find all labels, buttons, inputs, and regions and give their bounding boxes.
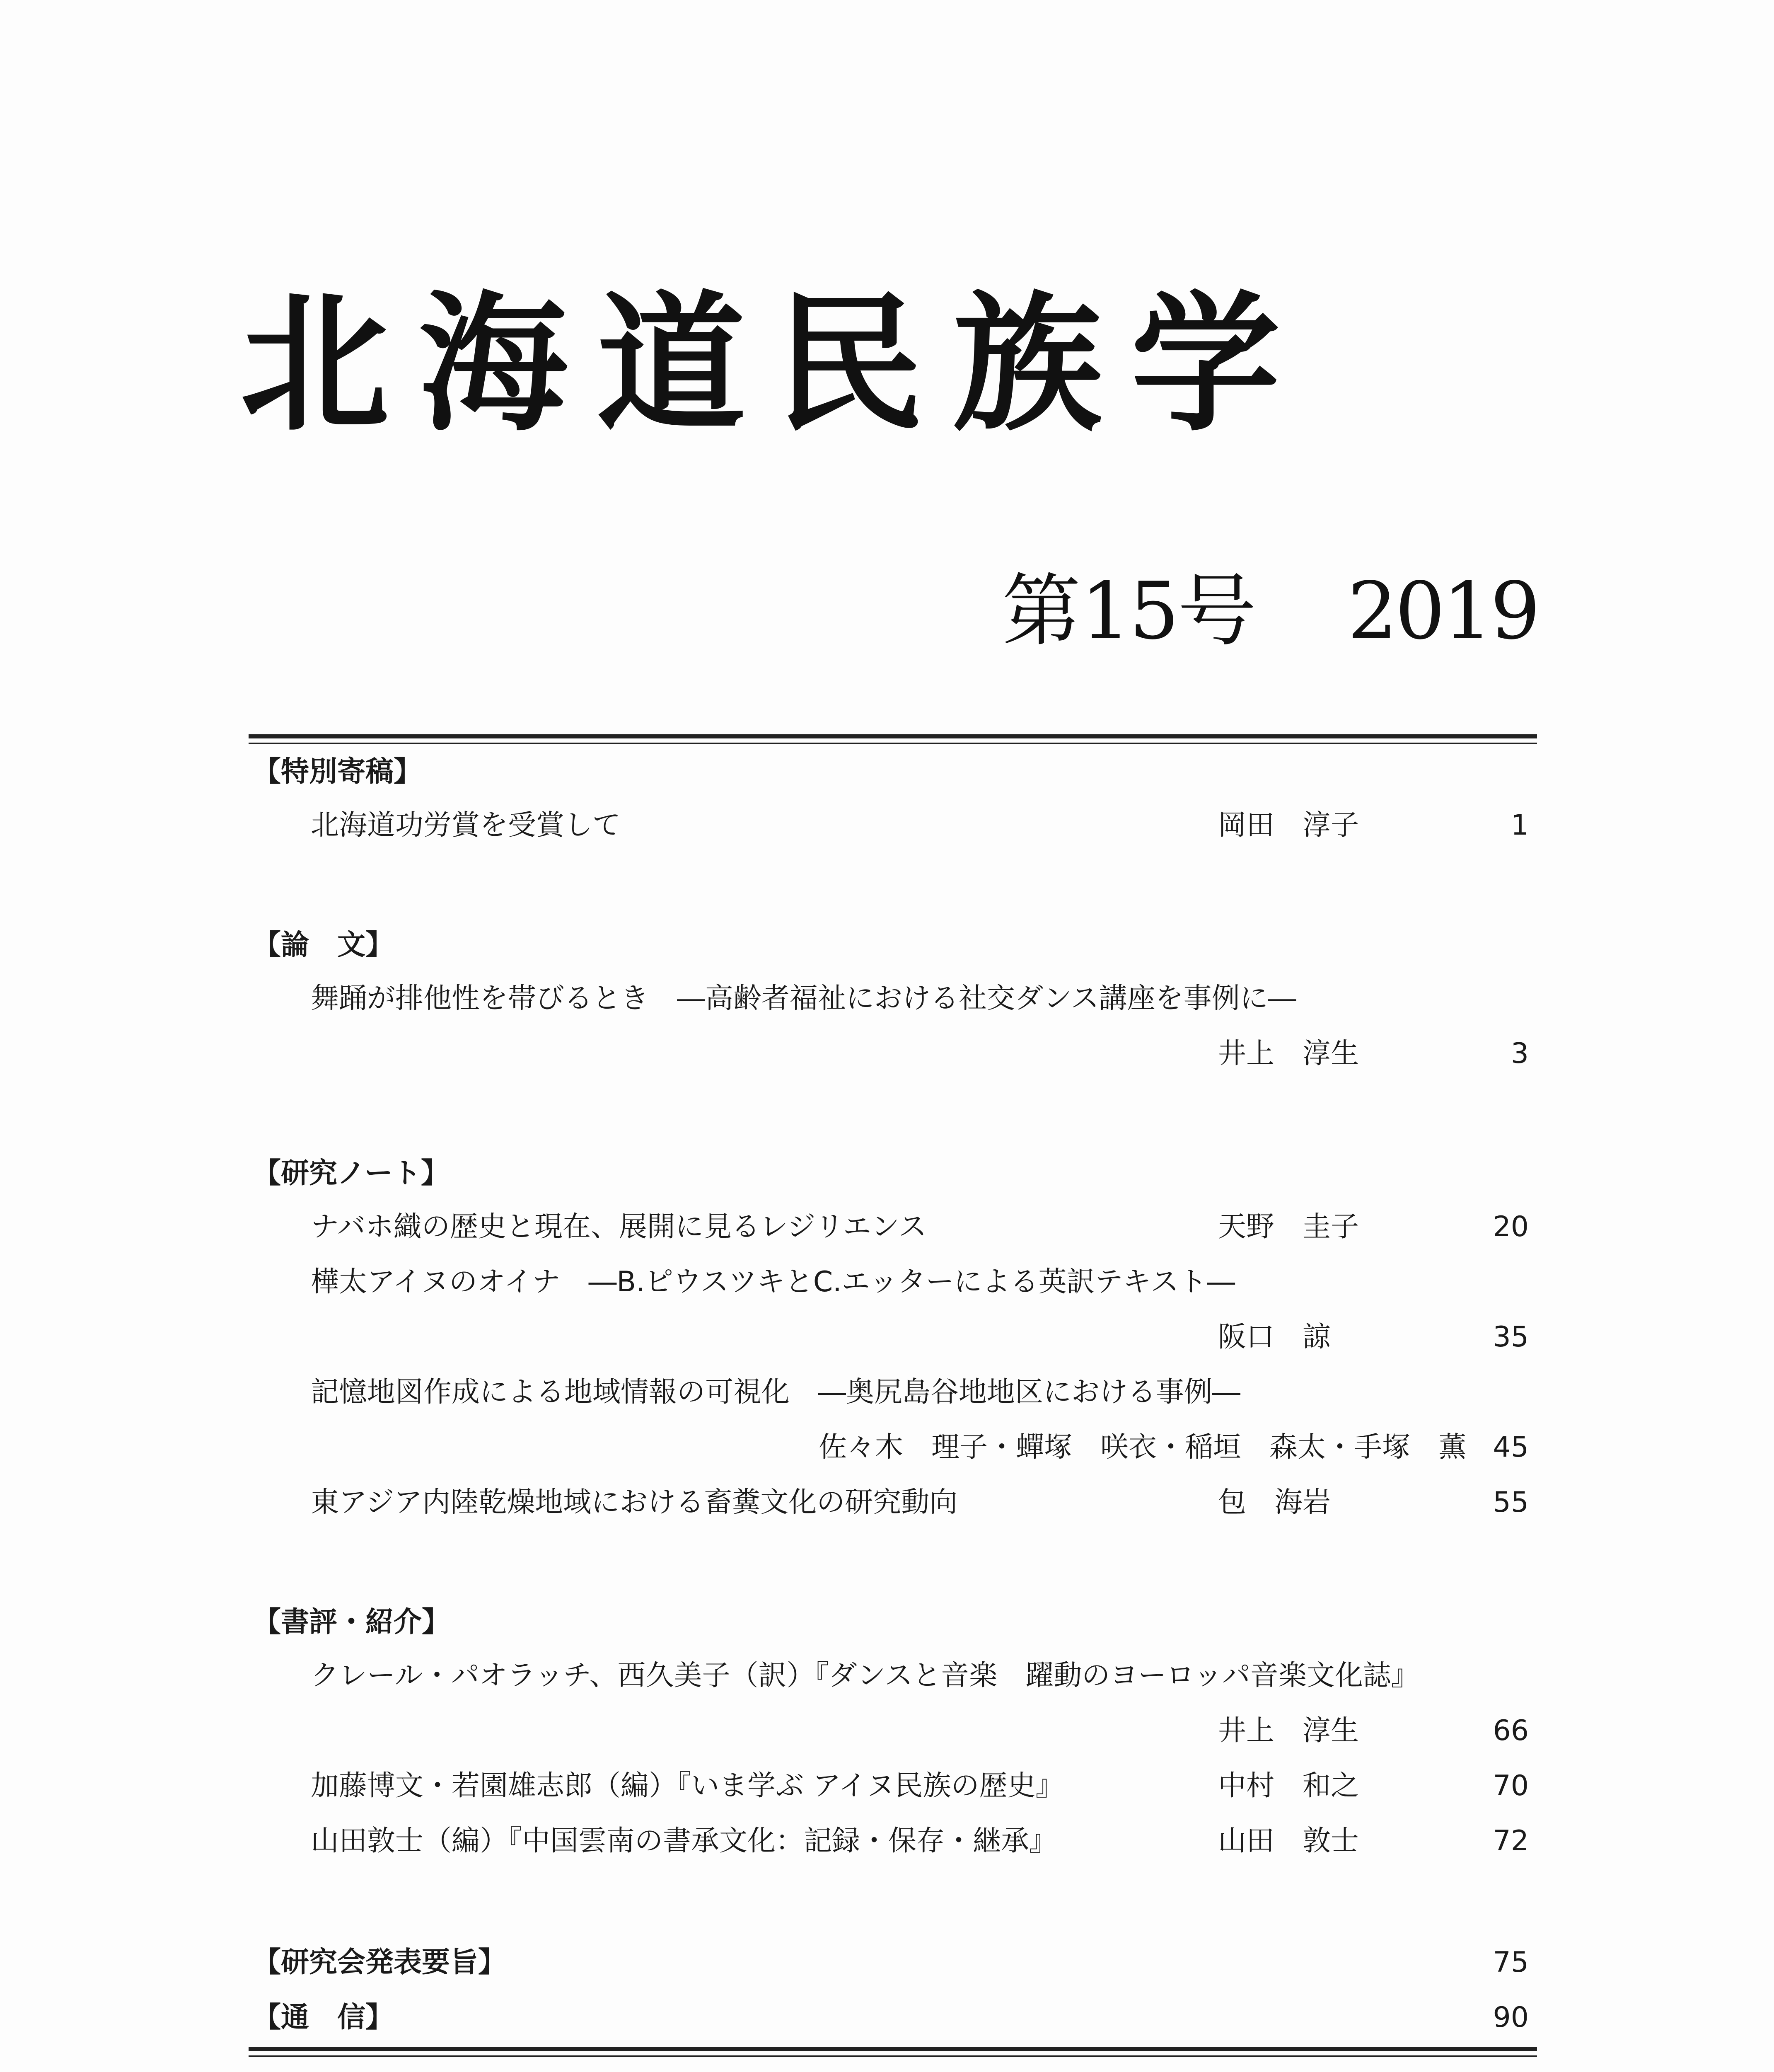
entry-page: 75	[1493, 1946, 1529, 1979]
toc-entry	[253, 1758, 1533, 1813]
toc-news	[253, 1990, 1533, 2045]
issue-suffix: 号	[1177, 565, 1257, 657]
section-papers	[253, 919, 1533, 1081]
toc-entry	[253, 1199, 1533, 1254]
entry-title: 樺太アイヌのオイナ ―B.ピウスツキとC.エッターによる英訳テキスト―	[311, 1265, 1235, 1298]
toc-entry-title-line	[253, 1254, 1533, 1310]
entry-page: 70	[1493, 1769, 1529, 1802]
issue-prefix: 第	[1002, 565, 1081, 657]
bottom-divider	[249, 2047, 1537, 2051]
toc-entry-title-line	[253, 971, 1533, 1026]
entry-page: 20	[1493, 1210, 1529, 1243]
table-of-contents	[253, 746, 1533, 2045]
entry-title: ナバホ織の歴史と現在、展開に見るレジリエンス	[311, 1210, 927, 1243]
issue-line	[1002, 565, 1538, 657]
section-heading: 【論 文】	[253, 928, 394, 961]
toc-entry-author-line	[253, 1310, 1533, 1365]
issue-year: 2019	[1347, 565, 1538, 657]
entry-page: 90	[1493, 2001, 1529, 2034]
entry-page: 3	[1511, 1037, 1529, 1070]
entry-title: 東アジア内陸乾燥地域における畜糞文化の研究動向	[311, 1486, 958, 1519]
entry-page: 66	[1493, 1714, 1529, 1747]
toc-entry	[253, 1475, 1533, 1530]
entry-author: 岡田 淳子	[1218, 808, 1359, 842]
section-heading: 【研究ノート】	[253, 1157, 449, 1190]
entry-page: 72	[1493, 1824, 1529, 1857]
section-gap	[253, 1869, 1533, 1935]
entry-title: クレール・パオラッチ、西久美子（訳）『ダンスと音楽 躍動のヨーロッパ音楽文化誌』	[311, 1659, 1419, 1692]
entry-author: 井上 淳生	[1218, 1714, 1359, 1747]
section-special	[253, 746, 1533, 853]
entry-title: 山田敦士（編）『中国雲南の書承文化：記録・保存・継承』	[311, 1824, 1058, 1857]
entry-page: 35	[1493, 1320, 1529, 1353]
journal-title: 北海道民族学	[240, 278, 1309, 451]
entry-title: 記憶地図作成による地域情報の可視化 ―奥尻島谷地地区における事例―	[311, 1375, 1241, 1409]
section-gap	[253, 1081, 1533, 1147]
entry-author: 井上 淳生	[1218, 1037, 1359, 1070]
entry-title: 加藤博文・若園雄志郎（編）『いま学ぶ アイヌ民族の歴史』	[311, 1769, 1064, 1802]
toc-abstracts	[253, 1935, 1533, 1990]
toc-entry-title-line	[253, 1365, 1533, 1420]
entry-author: 佐々木 理子・蟬塚 咲衣・稲垣 森太・手塚 薫	[818, 1431, 1467, 1464]
toc-entry-author-line	[253, 1703, 1533, 1758]
section-heading: 【書評・紹介】	[253, 1605, 450, 1639]
entry-page: 55	[1493, 1486, 1529, 1519]
section-heading: 【特別寄稿】	[253, 755, 422, 788]
section-heading: 【研究会発表要旨】	[253, 1946, 507, 1979]
section-gap	[253, 1530, 1533, 1596]
entry-page: 45	[1493, 1431, 1529, 1464]
toc-entry-title-line	[253, 1648, 1533, 1703]
entry-author: 中村 和之	[1218, 1769, 1359, 1802]
top-divider	[249, 734, 1537, 738]
section-heading: 【通 信】	[253, 2001, 394, 2034]
issue-number: 15	[1080, 565, 1178, 657]
toc-entry-author-line	[253, 1420, 1533, 1475]
entry-title: 舞踊が排他性を帯びるとき ―高齢者福祉における社交ダンス講座を事例に―	[311, 982, 1296, 1015]
section-reviews	[253, 1596, 1533, 1869]
entry-author: 包 海岩	[1218, 1486, 1331, 1519]
section-notes	[253, 1147, 1533, 1530]
entry-page: 1	[1511, 808, 1529, 842]
entry-title: 北海道功労賞を受賞して	[311, 808, 621, 842]
toc-entry-author-line	[253, 1026, 1533, 1081]
entry-author: 天野 圭子	[1218, 1210, 1359, 1243]
entry-author: 阪口 諒	[1218, 1320, 1331, 1353]
section-gap	[253, 853, 1533, 919]
entry-author: 山田 敦士	[1218, 1824, 1359, 1857]
toc-entry	[253, 798, 1533, 853]
toc-entry	[253, 1813, 1533, 1869]
